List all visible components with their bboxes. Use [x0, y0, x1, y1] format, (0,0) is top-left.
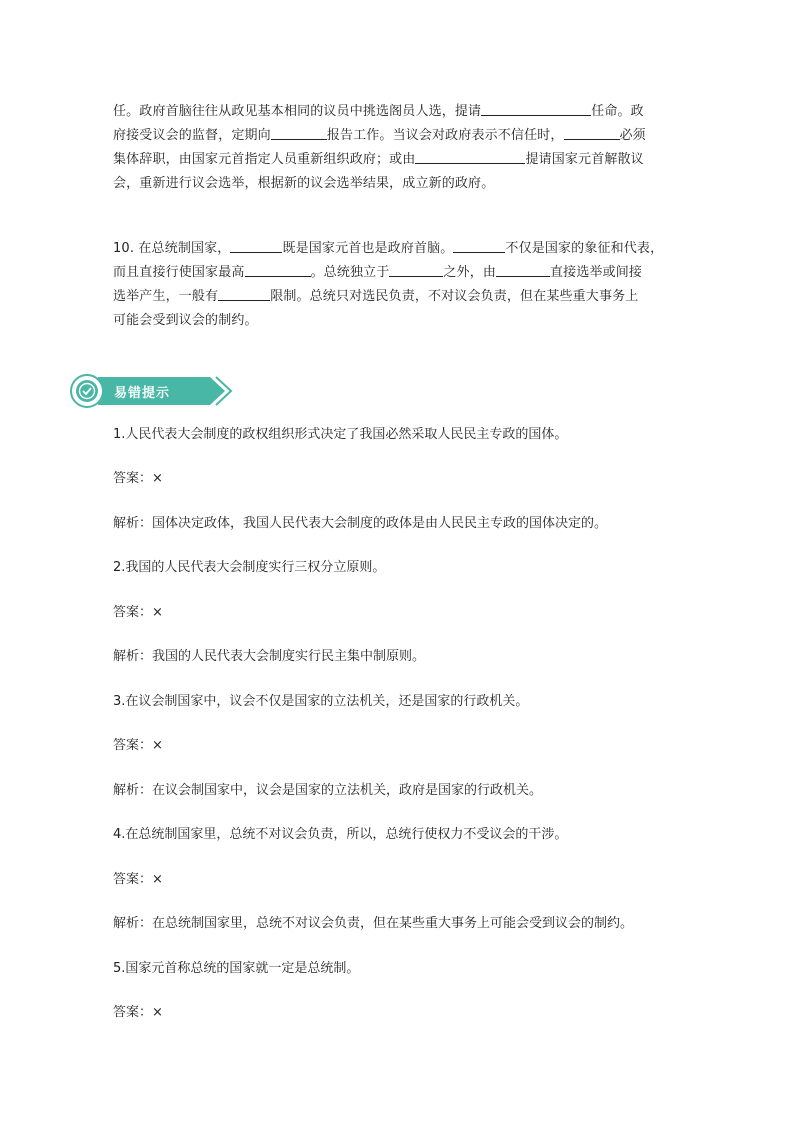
explanation-4: 解析：在总统制国家里，总统不对议会负责，但在某些重大事务上可能会受到议会的制约。 [113, 916, 634, 931]
text-line: 府接受议会的监督，定期向 报告工作。当议会对政府表示不信任时， 必须 [113, 128, 646, 143]
text-line: 10. 在总统制国家， 既是国家元首也是政府首脑。 不仅是国家的象征和代表， [113, 241, 664, 256]
answer-3: 答案：× [113, 738, 163, 753]
question-4: 4.在总统制国家里，总统不对议会负责，所以，总统行使权力不受议会的干涉。 [113, 827, 568, 842]
answer-4: 答案：× [113, 872, 163, 887]
section-title: 易错提示 [114, 386, 171, 401]
text-line: 而且直接行使国家最高 。总统独立于 之外，由 直接选举或间接 [113, 265, 643, 280]
fill-blank [218, 287, 270, 301]
answer-1: 答案：× [113, 471, 163, 486]
text-line: 会，重新进行议会选举，根据新的议会选举结果，成立新的政府。 [113, 176, 495, 191]
fill-blank [230, 239, 282, 253]
fill-blank [453, 239, 505, 253]
text-line: 选举产生，一般有 限制。总统只对选民负责，不对议会负责，但在某些重大事务上 [113, 289, 639, 304]
check-circle-icon [76, 380, 98, 402]
presidential-system-paragraph [113, 237, 683, 333]
question-2: 2.我国的人民代表大会制度实行三权分立原则。 [113, 560, 386, 575]
answer-2: 答案：× [113, 605, 163, 620]
text-line: 集体辞职，由国家元首指定人员重新组织政府；或由 提请国家元首解散议 [113, 152, 644, 167]
fill-blank [496, 263, 550, 277]
answer-5: 答案：× [113, 1005, 163, 1020]
explanation-3: 解析：在议会制国家中，议会是国家的立法机关，政府是国家的行政机关。 [113, 783, 543, 798]
fill-blank [389, 263, 443, 277]
fill-blank [564, 126, 620, 140]
section-banner [70, 374, 235, 408]
fill-blank [415, 150, 525, 164]
fill-blank [271, 126, 327, 140]
question-3: 3.在议会制国家中，议会不仅是国家的立法机关，还是国家的行政机关。 [113, 694, 529, 709]
explanation-2: 解析：我国的人民代表大会制度实行民主集中制原则。 [113, 649, 426, 664]
fill-blank [481, 102, 591, 116]
question-5: 5.国家元首称总统的国家就一定是总统制。 [113, 961, 360, 976]
explanation-1: 解析：国体决定政体，我国人民代表大会制度的政体是由人民民主专政的国体决定的。 [113, 516, 608, 531]
text-line: 任。政府首脑往往从政见基本相同的议员中挑选阁员人选，提请 任命。政 [113, 104, 644, 119]
text-line: 可能会受到议会的制约。 [113, 313, 258, 328]
question-1: 1.人民代表大会制度的政权组织形式决定了我国必然采取人民民主专政的国体。 [113, 427, 568, 442]
parliamentary-system-paragraph [113, 100, 683, 196]
fill-blank [245, 263, 311, 277]
